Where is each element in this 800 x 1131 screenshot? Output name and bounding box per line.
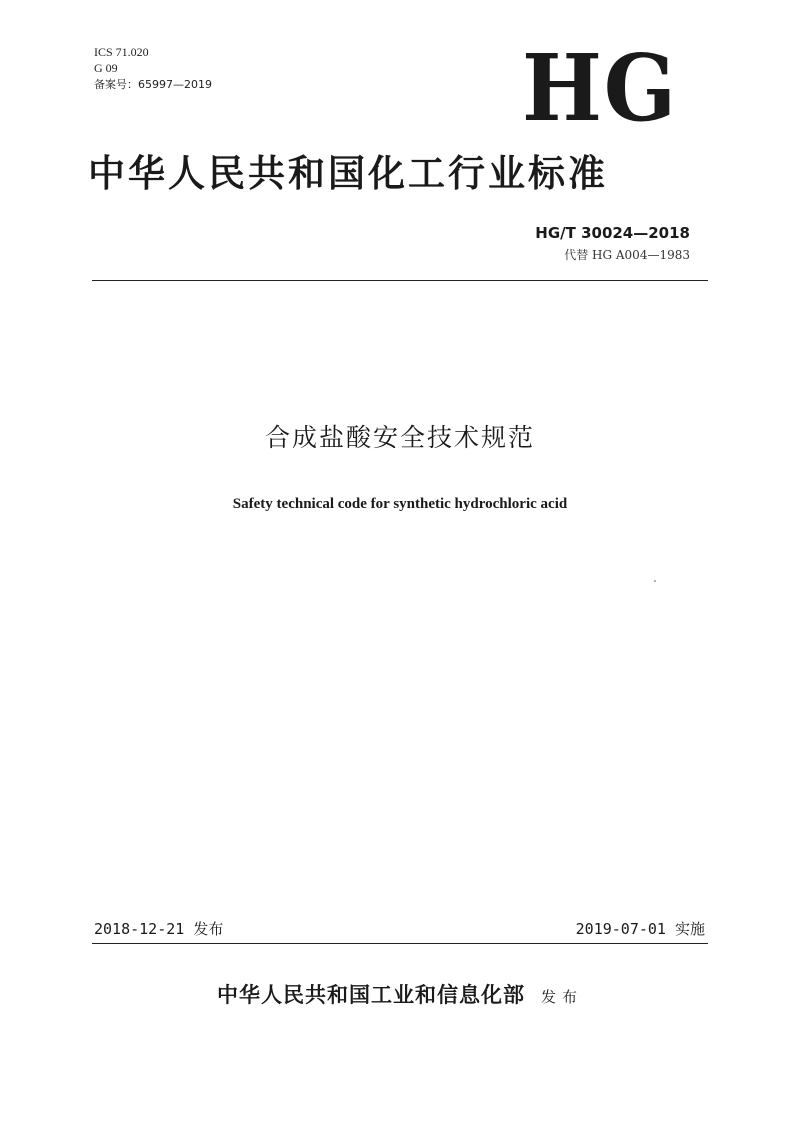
issue-date: 2018-12-21 发布 <box>94 920 224 938</box>
ics-code: ICS 71.020 <box>94 45 149 59</box>
classification-code: G 09 <box>94 61 118 75</box>
replaces-standard: 代替 HG A004—1983 <box>564 248 690 262</box>
implementation-date: 2019-07-01 实施 <box>575 920 705 938</box>
publisher-name: 中华人民共和国工业和信息化部 <box>216 983 525 1007</box>
industry-standard-title: 中华人民共和国化工行业标准 <box>88 152 608 195</box>
top-divider <box>92 280 708 281</box>
standard-number: HG/T 30024—2018 <box>535 224 690 242</box>
document-title-english: Safety technical code for synthetic hydrochloric acid <box>232 496 568 512</box>
bottom-divider <box>92 943 708 944</box>
hg-logo: HG <box>522 34 678 142</box>
scan-speck <box>654 580 656 582</box>
record-number: 备案号：65997—2019 <box>94 78 212 91</box>
document-title-chinese: 合成盐酸安全技术规范 <box>264 423 535 452</box>
publisher-line <box>0 980 800 1012</box>
publisher-verb: 发布 <box>540 988 583 1006</box>
